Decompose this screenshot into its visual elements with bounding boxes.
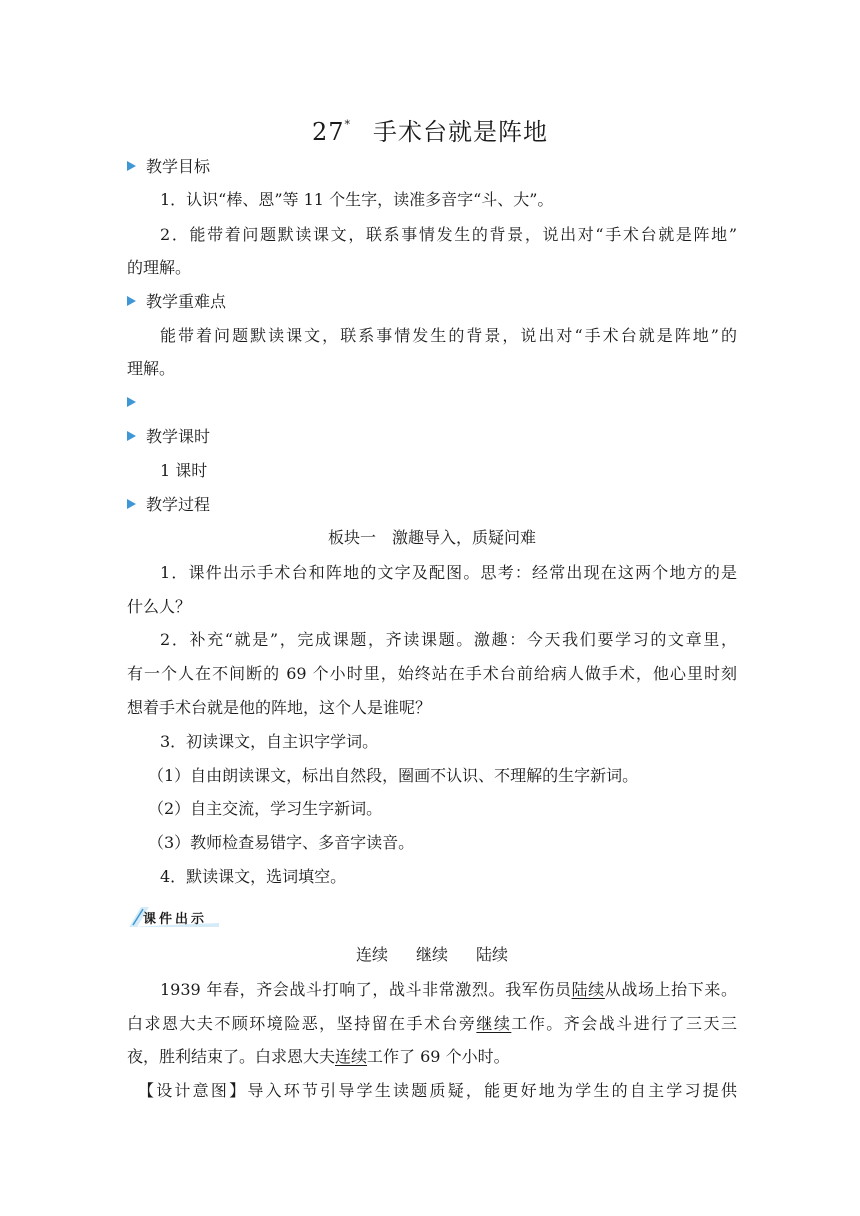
lesson-number: 27 (311, 118, 345, 146)
substep-2: （2）自主交流，学习生字新词。 (148, 799, 383, 818)
block-title: 板块一 激趣导入，质疑问难 (327, 528, 536, 547)
word-choices (127, 945, 737, 965)
step-2-line-1: 2．补充“就是”，完成课题，齐读课题。激趣：今天我们要学习的文章里， (160, 630, 737, 649)
empty-bullet (127, 393, 737, 413)
substep-3: （3）教师检查易错字、多音字读音。 (148, 833, 415, 852)
design-intent-text: 导入环节引导学生读题质疑，能更好地为学生的自主学习提供 (247, 1081, 737, 1100)
key-points-line-1: 能带着问题默读课文，联系事情发生的背景，说出对“手术台就是阵地”的 (160, 326, 737, 345)
word-choice: 连续 (355, 945, 388, 964)
step-1-line-2: 什么人？ (127, 597, 192, 616)
passage-line-3: 夜，胜利结束了。白求恩大夫连续工作了 69 个小时。 (127, 1047, 510, 1066)
passage-line-1: 1939 年春，齐会战斗打响了，战斗非常激烈。我军伤员陆续从战场上抬下来。 (160, 980, 737, 999)
triangle-bullet-icon (127, 397, 136, 407)
section-heading-key-points: 教学重难点 (127, 292, 737, 312)
step-4: 4．默读课文，选词填空。 (160, 867, 347, 886)
triangle-bullet-icon (127, 161, 136, 171)
lesson-title (0, 112, 860, 147)
step-2-line-3: 想着手术台就是他的阵地，这个人是谁呢？ (127, 698, 432, 717)
passage-line-2: 白求恩大夫不顾环境险恶，坚持留在手术台旁继续工作。齐会战斗进行了三天三 (127, 1014, 737, 1033)
goal-1: 1．认识“棒、恩”等 11 个生字，读准多音字“斗、大”。 (160, 190, 554, 209)
filled-word: 陆续 (571, 980, 605, 999)
substep-1: （1）自由朗读课文，标出自然段，圈画不认识、不理解的生字新词。 (148, 766, 639, 785)
filled-word: 继续 (476, 1014, 512, 1033)
courseware-badge (127, 903, 227, 929)
lesson-title-text: 手术台就是阵地 (373, 118, 549, 146)
section-heading-goals: 教学目标 (127, 157, 737, 177)
step-1-line-1: 1．课件出示手术台和阵地的文字及配图。思考：经常出现在这两个地方的是 (160, 563, 737, 582)
section-heading-hours: 教学课时 (127, 427, 737, 447)
goal-2-line-2: 的理解。 (127, 258, 192, 277)
triangle-bullet-icon (127, 431, 136, 441)
step-2-line-2: 有一个人在不间断的 69 个小时里，始终站在手术台前给病人做手术，他心里时刻 (127, 664, 737, 683)
badge-label: 课件出示 (143, 912, 208, 927)
word-choice: 陆续 (476, 945, 509, 964)
design-intent-label: 【设计意图】 (138, 1081, 248, 1100)
hours-value: 1 课时 (160, 461, 208, 480)
triangle-bullet-icon (127, 296, 136, 306)
key-points-line-2: 理解。 (127, 359, 176, 378)
design-intent (138, 1081, 737, 1101)
word-choice: 继续 (415, 945, 448, 964)
section-heading-process: 教学过程 (127, 495, 737, 515)
lesson-mark: * (344, 118, 352, 131)
step-3: 3．初读课文，自主识字学词。 (160, 732, 379, 751)
filled-word: 连续 (335, 1047, 368, 1066)
triangle-bullet-icon (127, 499, 136, 509)
goal-2-line-1: 2．能带着问题默读课文，联系事情发生的背景，说出对“手术台就是阵地” (160, 225, 737, 244)
